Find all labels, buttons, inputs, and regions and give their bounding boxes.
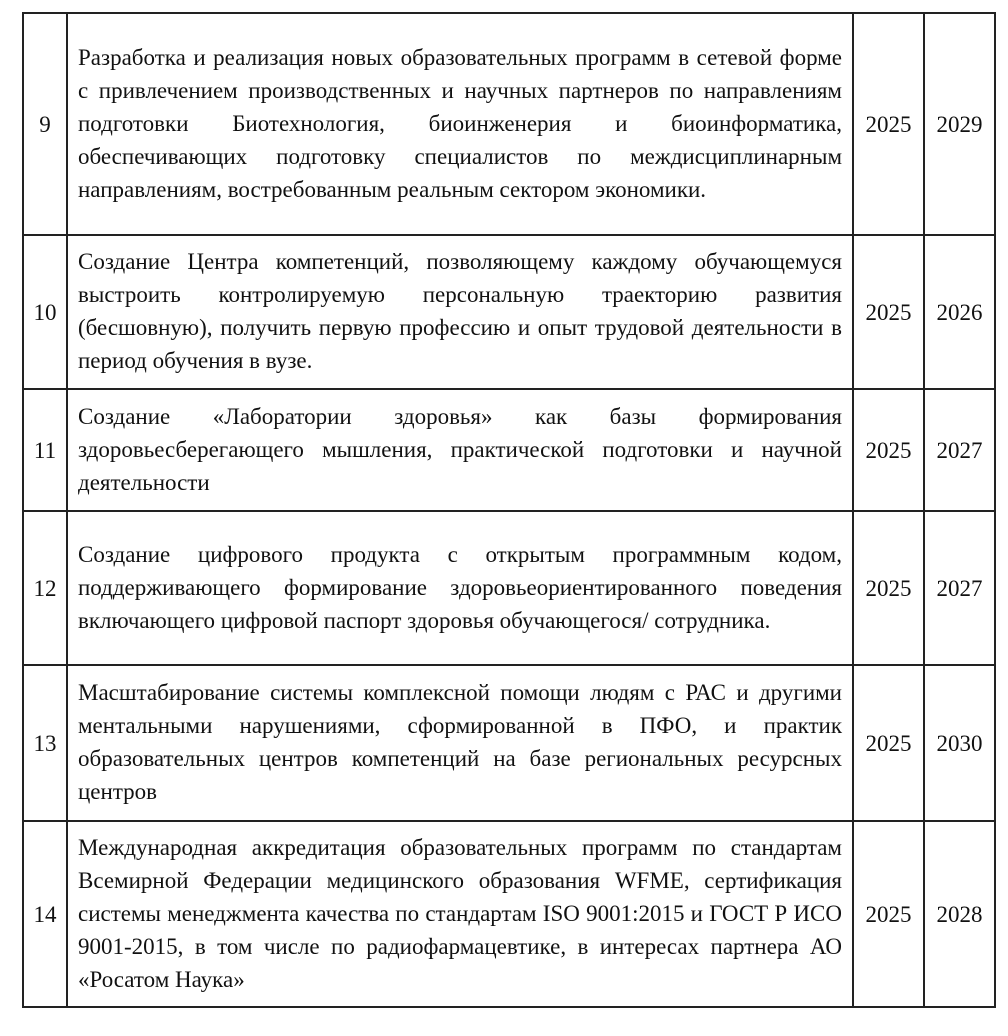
end-year: 2026	[924, 235, 995, 389]
activity-description: Международная аккредитация образовательных программ по стандартам Всемирной Федерации медицинского образования WFME, сертификация системы менеджмента качества по стандартам ISO 9001:2015 и ГОСТ Р ИСО 9001-2015, в том числе по радиофармацевтике, в интересах партнера АО «Росатом Наука»	[67, 821, 853, 1007]
table-row	[23, 235, 995, 389]
end-year: 2027	[924, 511, 995, 665]
row-number: 13	[23, 665, 67, 821]
row-number: 11	[23, 389, 67, 511]
table-row	[23, 665, 995, 821]
row-number: 9	[23, 13, 67, 235]
end-year: 2029	[924, 13, 995, 235]
start-year: 2025	[853, 821, 924, 1007]
activity-description: Создание Центра компетенций, позволяющему каждому обучающемуся выстроить контролируемую персональную траекторию развития (бесшовную), получить первую профессию и опыт трудовой деятельности в период обучения в вузе.	[67, 235, 853, 389]
activity-description: Создание «Лаборатории здоровья» как базы формирования здоровьесберегающего мышления, практической подготовки и научной деятельности	[67, 389, 853, 511]
start-year: 2025	[853, 511, 924, 665]
activities-table	[22, 12, 996, 1008]
row-number: 10	[23, 235, 67, 389]
start-year: 2025	[853, 665, 924, 821]
table-row	[23, 821, 995, 1007]
activity-description: Разработка и реализация новых образовательных программ в сетевой форме с привлечением производственных и научных партнеров по направлениям подготовки Биотехнология, биоинженерия и биоинформатика, обеспечивающих подготовку специалистов по междисциплинарным направлениям, востребованным реальным сектором экономики.	[67, 13, 853, 235]
end-year: 2030	[924, 665, 995, 821]
start-year: 2025	[853, 389, 924, 511]
start-year: 2025	[853, 235, 924, 389]
table-row	[23, 389, 995, 511]
row-number: 12	[23, 511, 67, 665]
end-year: 2028	[924, 821, 995, 1007]
row-number: 14	[23, 821, 67, 1007]
table-row	[23, 511, 995, 665]
end-year: 2027	[924, 389, 995, 511]
start-year: 2025	[853, 13, 924, 235]
activity-description: Создание цифрового продукта с открытым программным кодом, поддерживающего формирование здоровьеориентированного поведения включающего цифровой паспорт здоровья обучающегося/ сотрудника.	[67, 511, 853, 665]
activity-description: Масштабирование системы комплексной помощи людям с РАС и другими ментальными нарушениями, сформированной в ПФО, и практик образовательных центров компетенций на базе региональных ресурсных центров	[67, 665, 853, 821]
table-row	[23, 13, 995, 235]
